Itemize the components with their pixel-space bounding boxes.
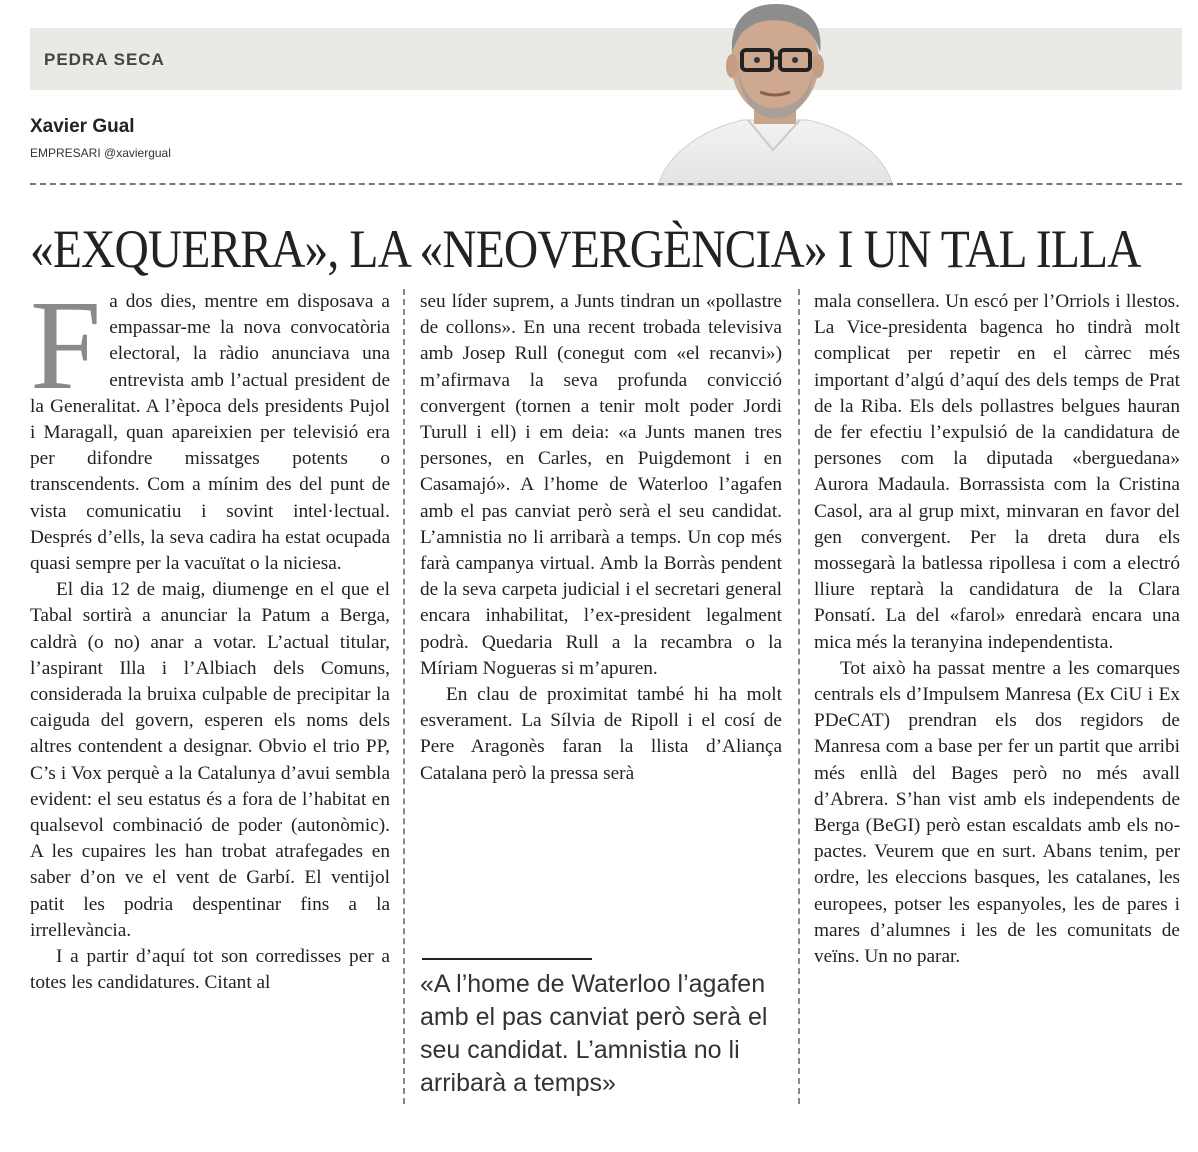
paragraph: El dia 12 de maig, diumenge en el que el Tabal sortirà a anunciar la Patum a Berga, caldrà (o no) anar a votar. L’actual titular, l’aspirant Illa i l’Albiach dels Comuns, considerada la bruixa culpable de precipitar la caiguda del govern, esperen els noms dels altres contendent a designar. Obvio el trio PP, C’s i Vox perquè a la Catalunya d’avui sembla evident: el seu estatus és a fora de l’habitat en qualsevol combinació de poder (autonòmic). A les cupaires les han trobat atrafegades en saber d’on ve el vent de Garbí. El ventijol patit les podria despentinar fins a la irrellevància.: [30, 579, 390, 941]
article-column-3: [814, 289, 1180, 970]
column-divider: [403, 289, 405, 1104]
drop-cap: F: [30, 274, 102, 416]
author-role: EMPRESARI @xaviergual: [30, 146, 171, 160]
author-name: Xavier Gual: [30, 116, 135, 137]
paragraph: Tot això ha passat mentre a les comarques centrals els d’Impulsem Manresa (Ex CiU i Ex PDeCAT) prendran els dos regidors de Manresa com a base per fer un partit que arribi més enllà del Bages però no més avall d’Abrera. S’han vist amb els independents de Berga (BeGI) però estan escaldats amb els no-pactes. Veurem que en surt. Abans tenim, per ordre, les eleccions basques, les catalanes, les europees, potser les espanyoles, les de pares i mares d’alumnes i les de les comunitats de veïns. Un no parar.: [814, 657, 1180, 968]
paragraph: a dos dies, mentre em disposava a empassar-me la nova convocatòria electoral, la ràdio anunciava una entrevista amb l’actual president de la Generalitat. A l’època dels presidents Pujol i Maragall, quan apareixien per televisió era per difondre missatges potents o transcendents. Com a mínim des del punt de vista comunicatiu i sovint intel·lectual. Després d’ells, la seva cadira ha estat ocupada quasi sempre per la vacuïtat o la niciesa.: [30, 291, 390, 575]
paragraph: En clau de proximitat també hi ha molt esverament. La Sílvia de Ripoll i el cosí de Pere Aragonès faran la llista d’Aliança Catalana però la pressa serà: [420, 684, 782, 784]
pull-quote: «A l’home de Waterloo l’agafen amb el pas canviat però serà el seu candidat. L’amnistia no li arribarà a temps»: [420, 970, 768, 1097]
paragraph: I a partir d’aquí tot son corredisses per a totes les candidatures. Citant al: [30, 946, 390, 994]
paragraph: seu líder suprem, a Junts tindran un «pollastre de collons». En una recent trobada televisiva amb Josep Rull (conegut com «el recanvi») m’afirmava la seva profunda convicció convergent (tornen a tenir molt poder Jordi Turull i ell) i em deia: «a Junts manen tres persones, en Carles, en Puigdemont i en Casamajó». A l’home de Waterloo l’agafen amb el pas canviat però serà el seu candidat. L’amnistia no li arribarà a temps. Un cop més farà campanya virtual. Amb la Borràs pendent de la seva carpeta judicial i el secretari general encara inhabilitat, l’ex-president legalment podrà. Quedaria Rull a la recambra o la Míriam Nogueras si m’apuren.: [420, 291, 782, 679]
header-divider: [30, 183, 1182, 185]
column-divider: [798, 289, 800, 1104]
section-label: PEDRA SECA: [44, 50, 165, 69]
article-headline: «EXQUERRA», LA «NEOVERGÈNCIA» I UN TAL ILLA: [30, 219, 1141, 279]
paragraph: mala consellera. Un escó per l’Orriols i llestos. La Vice-presidenta bagenca ho tindrà molt complicat per repetir en el càrrec més important d’algú d’aquí des dels temps de Prat de la Riba. Els dels pollastres belgues hauran de fer efectiu l’expulsió de la candidatura de persones com la diputada «berguedana» Aurora Madaula. Borrassista com la Cristina Casol, ara al grup mixt, minvaran en favor del gen convergent. Per la dreta dura els mossegarà la batlessa ripollesa i com a electró lliure reptarà la candidatura de la Clara Ponsatí. La del «farol» enredarà encara una mica més la teranyina independentista.: [814, 291, 1180, 653]
pull-quote-rule: [422, 958, 592, 960]
article-column-2: [420, 289, 782, 787]
section-header-band: [30, 28, 1182, 90]
article-column-1: [30, 274, 390, 996]
author-portrait: [648, 0, 898, 186]
